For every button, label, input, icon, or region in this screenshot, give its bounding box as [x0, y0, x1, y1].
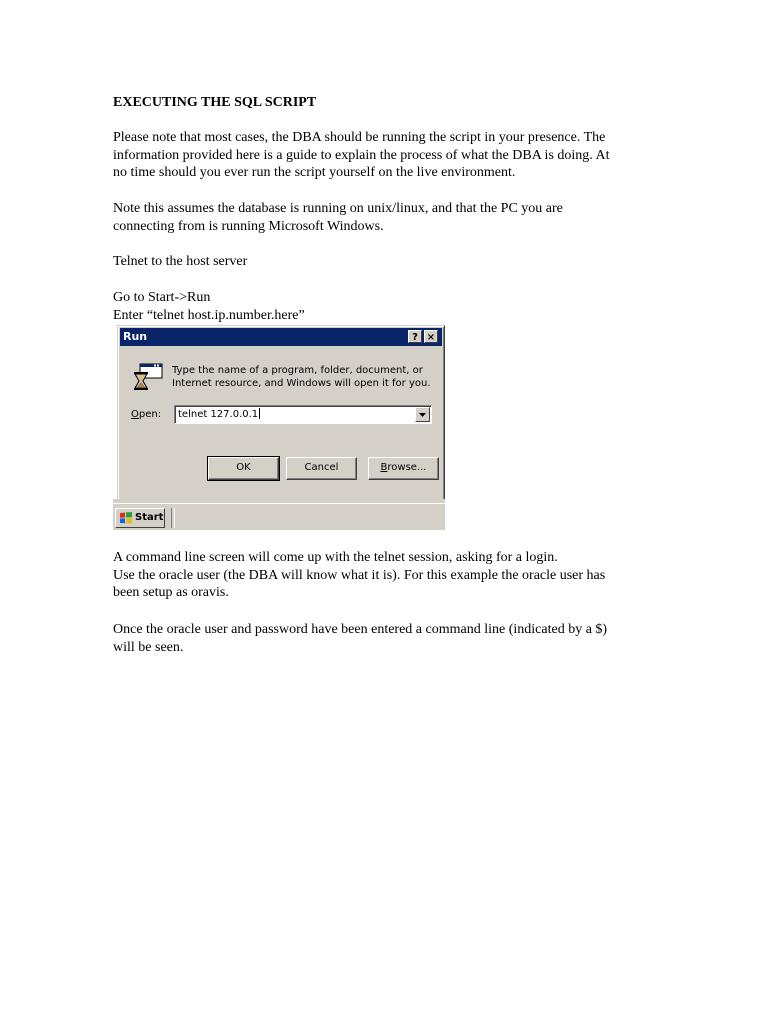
- browse-label-text: rowse...: [387, 462, 427, 473]
- start-button[interactable]: [115, 508, 165, 528]
- text-line: Telnet to the host server: [113, 254, 248, 269]
- text-line: Once the oracle user and password have been entered a command line (indicated by a $): [113, 622, 608, 637]
- paragraph-start-run: [113, 289, 673, 324]
- taskbar: [113, 503, 445, 530]
- open-input[interactable]: [178, 408, 260, 421]
- text-line: information provided here is a guide to explain the process of what the DBA is doing. At: [113, 147, 610, 163]
- dialog-instructions: [172, 364, 432, 390]
- text-line: will be seen.: [113, 639, 184, 655]
- text-line: connecting from is running Microsoft Windows.: [113, 218, 384, 234]
- browse-button[interactable]: [368, 457, 439, 480]
- cancel-button[interactable]: Cancel: [286, 457, 357, 480]
- start-label: Start: [135, 512, 164, 523]
- text-line: no time should you ever run the script yourself on the live environment.: [113, 165, 516, 180]
- instructions-line: Type the name of a program, folder, document, or: [172, 365, 423, 376]
- chevron-down-icon: [419, 413, 426, 417]
- ok-button[interactable]: OK: [208, 457, 279, 480]
- paragraph-dba-note: [113, 129, 673, 182]
- text-line: Go to Start->Run: [113, 290, 211, 305]
- open-label-accelerator: O: [131, 409, 139, 420]
- instructions-line: Internet resource, and Windows will open it for you.: [172, 378, 431, 389]
- open-label-text: pen:: [138, 409, 162, 420]
- text-line: Use the oracle user (the DBA will know what it is). For this example the oracle user has: [113, 567, 606, 583]
- run-dialog: [117, 325, 445, 501]
- text-caret: [259, 408, 260, 419]
- document-heading: EXECUTING THE SQL SCRIPT: [113, 95, 317, 110]
- text-line: Note this assumes the database is running on unix/linux, and that the PC you are: [113, 201, 563, 216]
- open-label: [131, 409, 161, 420]
- text-line: been setup as oravis.: [113, 585, 229, 600]
- windows-logo-icon: [119, 512, 133, 524]
- run-dialog-screenshot: [113, 325, 445, 530]
- browse-accelerator: B: [380, 462, 388, 473]
- paragraph-assumptions: [113, 200, 673, 235]
- paragraph-telnet: [113, 253, 673, 271]
- open-combobox[interactable]: [174, 405, 432, 424]
- open-input-value: telnet 127.0.0.1: [178, 409, 259, 420]
- paragraph-command-line: [113, 621, 673, 656]
- text-line: Enter “telnet host.ip.number.here”: [113, 307, 305, 323]
- taskbar-separator: [171, 508, 175, 528]
- close-button[interactable]: ×: [424, 330, 438, 343]
- dialog-title: Run: [123, 330, 148, 343]
- paragraph-login: [113, 549, 673, 602]
- run-program-icon: [132, 362, 164, 394]
- help-button[interactable]: ?: [408, 330, 422, 343]
- text-line: A command line screen will come up with the telnet session, asking for a login.: [113, 550, 558, 565]
- dropdown-button[interactable]: [415, 407, 430, 422]
- dialog-titlebar[interactable]: [120, 328, 442, 346]
- text-line: Please note that most cases, the DBA should be running the script in your presence. The: [113, 130, 606, 145]
